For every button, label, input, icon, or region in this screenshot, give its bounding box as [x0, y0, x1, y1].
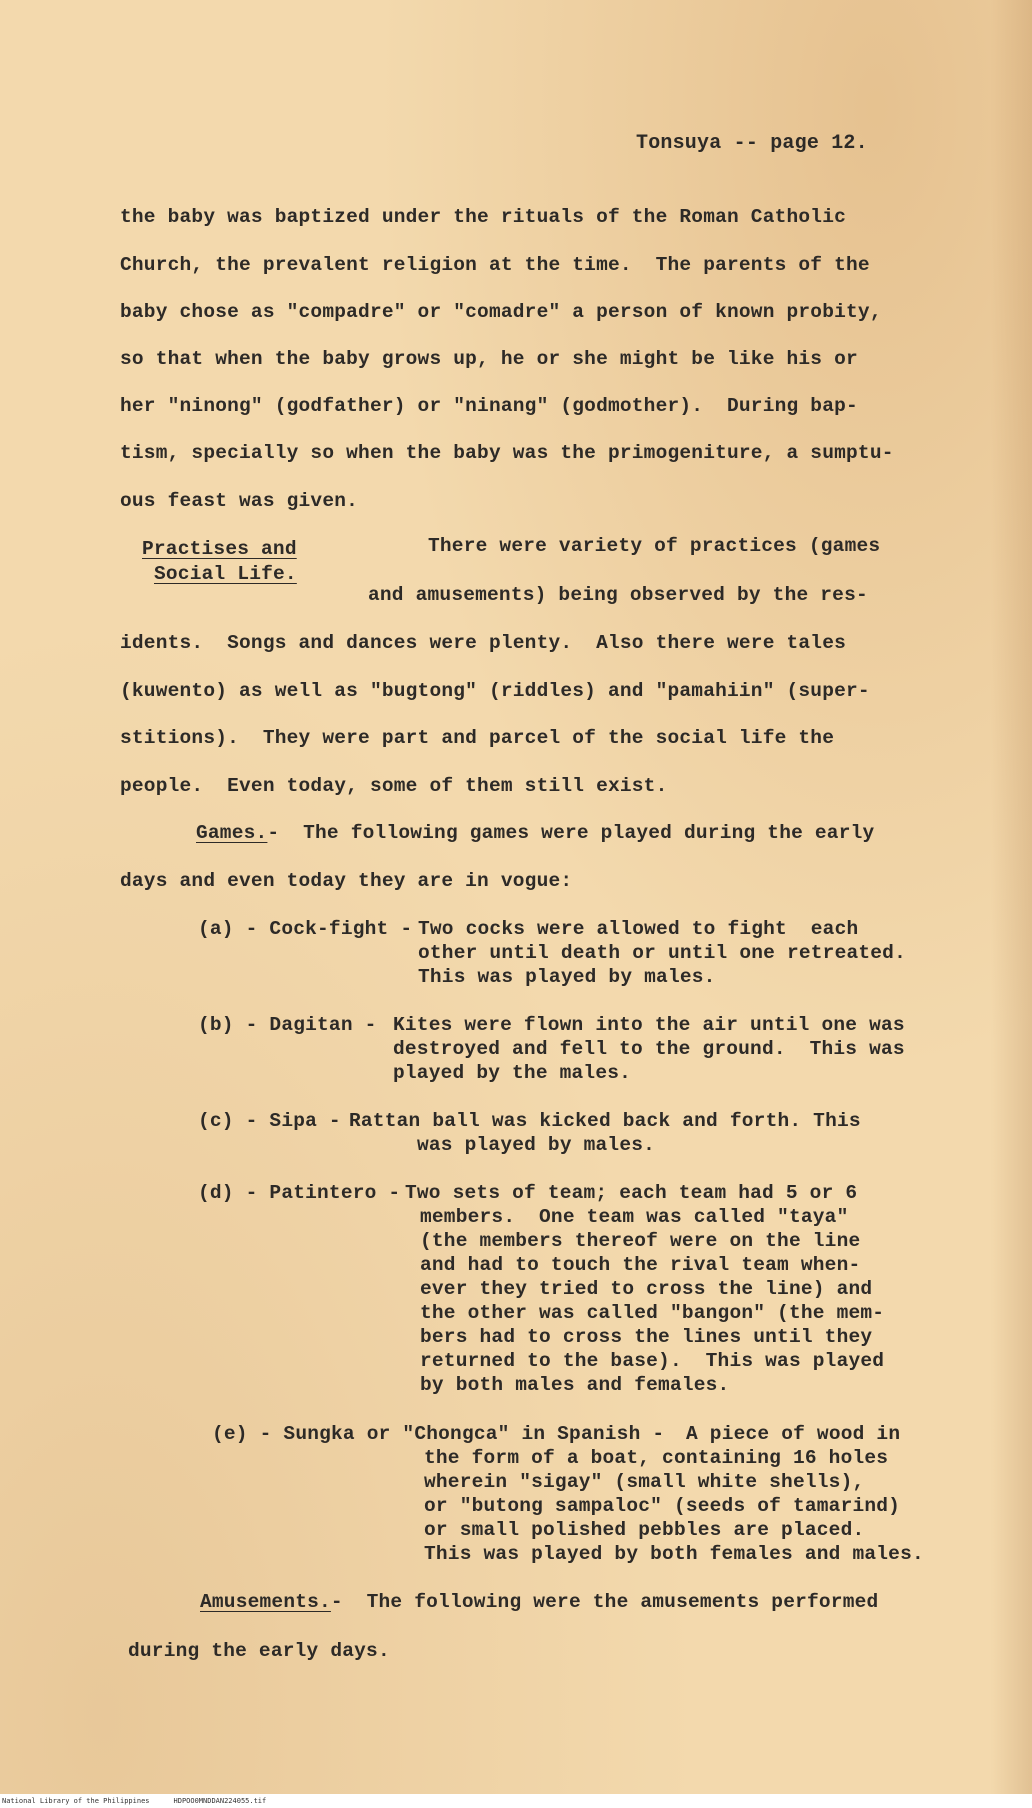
game-item-line: other until death or until one retreated.	[418, 942, 906, 964]
practises-line: stitions). They were part and parcel of the social life the	[120, 727, 835, 749]
page-header: Tonsuya -- page 12.	[636, 132, 868, 155]
game-item-line: the other was called "bangon" (the mem-	[420, 1302, 885, 1324]
game-item-line: Two sets of team; each team had 5 or 6	[405, 1182, 858, 1204]
amusements-heading-line	[200, 1591, 878, 1613]
practises-line: There were variety of practices (games	[428, 535, 881, 557]
games-line: days and even today they are in vogue:	[120, 870, 573, 892]
intro-line: tism, specially so when the baby was the primogeniture, a sumptu-	[120, 442, 894, 464]
intro-line: so that when the baby grows up, he or she might be like his or	[120, 348, 858, 370]
game-item-label: (d) - Patintero -	[198, 1182, 413, 1204]
game-item-label: (b) - Dagitan -	[198, 1014, 389, 1036]
game-item-line: Kites were flown into the air until one was	[393, 1014, 905, 1036]
side-heading: Practises and	[142, 538, 297, 560]
practises-line: people. Even today, some of them still exist.	[120, 775, 668, 797]
game-item-line: wherein "sigay" (small white shells),	[424, 1471, 865, 1493]
intro-line: the baby was baptized under the rituals of the Roman Catholic	[120, 206, 847, 228]
amusements-heading: Amusements.	[200, 1591, 331, 1613]
amusements-line: during the early days.	[128, 1640, 390, 1662]
game-item-line: This was played by both females and males.	[424, 1543, 924, 1565]
scan-footer	[0, 1794, 1032, 1808]
amusements-heading-suffix: - The following were the amusements performed	[330, 1591, 879, 1613]
intro-line: ous feast was given.	[120, 490, 359, 512]
footer-file: HDPOO0MNDDAN224055.tif	[173, 1797, 267, 1805]
game-item-line: members. One team was called "taya"	[420, 1206, 849, 1228]
side-heading: Social Life.	[154, 563, 297, 585]
intro-line: baby chose as "compadre" or "comadre" a person of known probity,	[120, 301, 882, 323]
practises-line: (kuwento) as well as "bugtong" (riddles) and "pamahiin" (super-	[120, 680, 870, 702]
game-item-line: Rattan ball was kicked back and forth. This	[349, 1110, 861, 1132]
game-item-line: ever they tried to cross the line) and	[420, 1278, 873, 1300]
practises-line: idents. Songs and dances were plenty. Also there were tales	[120, 632, 847, 654]
game-item-line: was played by males.	[417, 1134, 656, 1156]
game-item-line: or small polished pebbles are placed.	[424, 1519, 865, 1541]
intro-line: her "ninong" (godfather) or "ninang" (godmother). During bap-	[120, 395, 858, 417]
game-item-line: A piece of wood in	[686, 1423, 901, 1445]
games-heading-suffix: - The following games were played during the early	[267, 822, 875, 844]
game-item-line: bers had to cross the lines until they	[420, 1326, 873, 1348]
game-item-line: returned to the base). This was played	[420, 1350, 885, 1372]
game-item-line: Two cocks were allowed to fight each	[418, 918, 859, 940]
game-item-label: (e) - Sungka or "Chongca" in Spanish -	[212, 1423, 677, 1445]
game-item-line: and had to touch the rival team when-	[420, 1254, 861, 1276]
game-item-line: (the members thereof were on the line	[420, 1230, 861, 1252]
intro-line: Church, the prevalent religion at the time. The parents of the	[120, 254, 870, 276]
practises-line: and amusements) being observed by the res-	[368, 584, 868, 606]
game-item-line: destroyed and fell to the ground. This was	[393, 1038, 905, 1060]
game-item-label: (c) - Sipa -	[198, 1110, 353, 1132]
game-item-line: or "butong sampaloc" (seeds of tamarind)	[424, 1495, 901, 1517]
footer-library: National Library of the Philippines	[2, 1797, 150, 1805]
games-heading: Games.	[196, 822, 268, 844]
game-item-line: the form of a boat, containing 16 holes	[424, 1447, 889, 1469]
game-item-line: This was played by males.	[418, 966, 716, 988]
game-item-line: played by the males.	[393, 1062, 632, 1084]
game-item-label: (a) - Cock-fight -	[198, 918, 425, 940]
game-item-line: by both males and females.	[420, 1374, 730, 1396]
games-heading-line	[196, 822, 874, 844]
